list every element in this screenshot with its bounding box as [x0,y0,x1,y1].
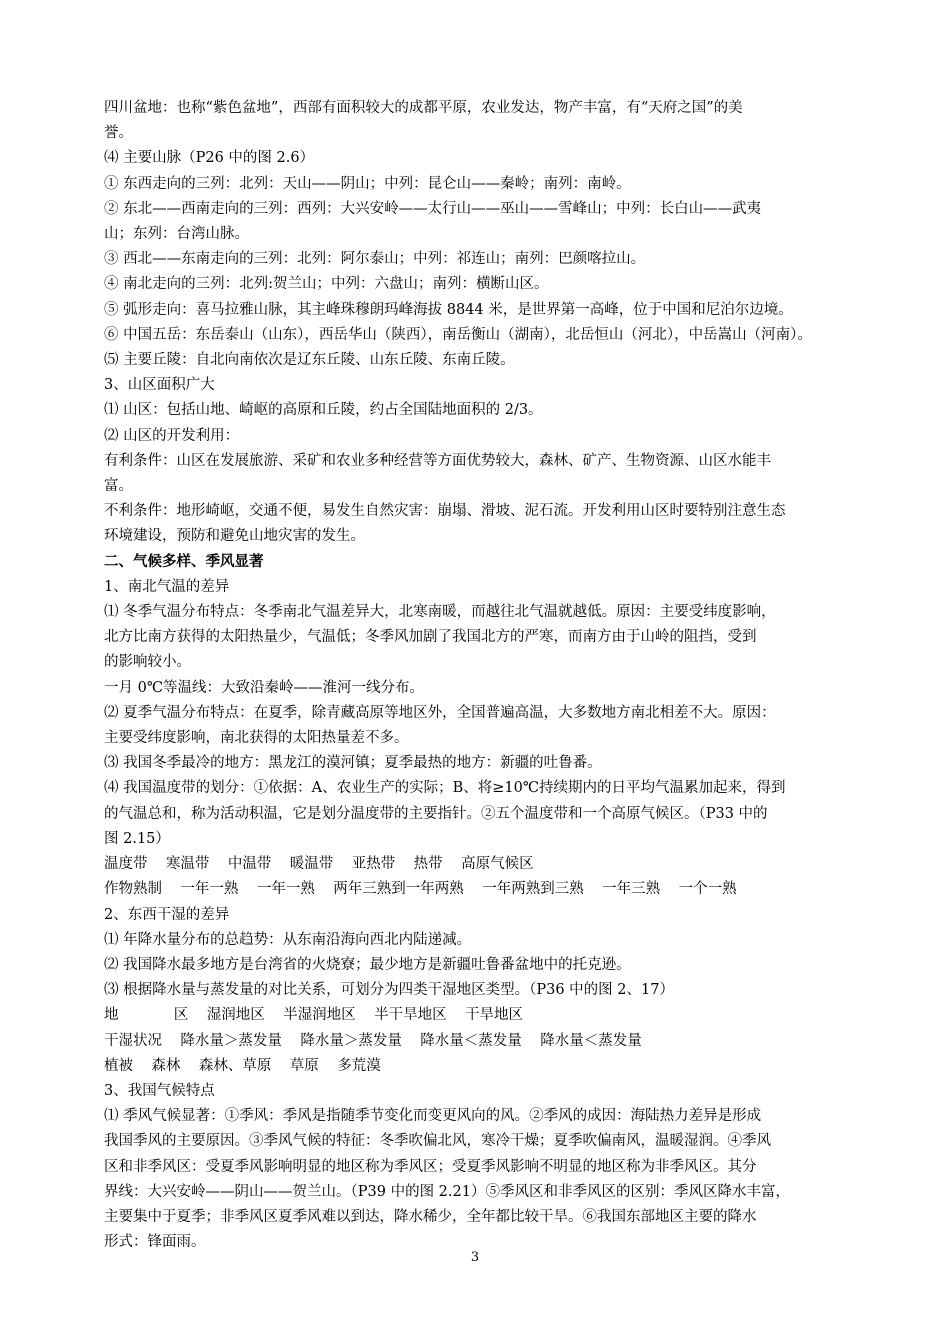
text-line: ⑤ 弧形走向：喜马拉雅山脉，其主峰珠穆朗玛峰海拔 8844 米，是世界第一高峰，位于中国和尼泊尔边境。 [104,301,793,318]
table-row-moisture: 干湿状况 降水量＞蒸发量 降水量＞蒸发量 降水量＜蒸发量 降水量＜蒸发量 [104,1032,642,1049]
text-line: ① 东西走向的三列：北列：天山——阴山；中列：昆仑山——秦岭；南列：南岭。 [104,175,631,192]
text-line: ⑶ 根据降水量与蒸发量的对比关系，可划分为四类干湿地区类型。（P36 中的图 2、17） [104,982,674,999]
text-line: 主要集中于夏季；非季风区夏季风难以到达，降水稀少，全年都比较干旱。⑥我国东部地区主要的降水 [104,1208,757,1225]
text-line: ③ 西北——东南走向的三列：北列：阿尔泰山；中列：祁连山；南列：巴颜喀拉山。 [104,251,646,268]
text-line: ④ 南北走向的三列：北列:贺兰山；中列：六盘山；南列：横断山区。 [104,276,549,293]
table-row-temperature-zones: 温度带 寒温带 中温带 暖温带 亚热带 热带 高原气候区 [104,856,534,873]
text-line: 誉。 [104,125,133,142]
text-line: ② 东北——西南走向的三列：西列：大兴安岭——太行山——巫山——雪峰山；中列：长白山——武夷 [104,200,762,217]
text-line: 富。 [104,478,133,495]
text-line: 的影响较小。 [104,654,191,671]
text-line: ⑶ 我国冬季最冷的地方：黑龙江的漠河镇；夏季最热的地方：新疆的吐鲁番。 [104,755,602,772]
section-heading: 2、东西干湿的差异 [104,906,230,923]
text-line: 界线：大兴安岭——阴山——贺兰山。（P39 中的图 2.21）⑤季风区和非季风区的区别：季风区降水丰富， [104,1183,790,1200]
text-line: ⑥ 中国五岳：东岳泰山（山东），西岳华山（陕西），南岳衡山（湖南），北岳恒山（河北），中岳嵩山（河南）。 [104,326,812,343]
section-heading: 3、山区面积广大 [104,377,215,394]
text-line: 北方比南方获得的太阳热量少，气温低；冬季风加剧了我国北方的严寒，而南方由于山岭的阻挡，受到 [104,629,757,646]
text-line: 的气温总和，称为活动积温，它是划分温度带的主要指针。②五个温度带和一个高原气候区。（P33 中的 [104,805,768,822]
page-number: 3 [470,1250,480,1265]
text-line: 我国季风的主要原因。③季风气候的特征：冬季吹偏北风，寒冷干燥；夏季吹偏南风，温暖湿润。④季风 [104,1133,771,1150]
text-line: 形式：锋面雨。 [104,1234,206,1251]
text-line: ⑴ 冬季气温分布特点：冬季南北气温差异大，北寒南暖，而越往北气温就越低。原因：主要受纬度影响， [104,604,776,621]
text-line: ⑵ 夏季气温分布特点：在夏季，除青藏高原等地区外，全国普遍高温，大多数地方南北相差不大。原因： [104,704,776,721]
text-line: 山；东列：台湾山脉。 [104,226,249,243]
table-row-crop-cycles: 作物熟制 一年一熟 一年一熟 两年三熟到一年两熟 一年两熟到三熟 一年三熟 一个一熟 [104,881,737,898]
text-line: ⑷ 主要山脉（P26 中的图 2.6） [104,150,315,167]
text-line: 主要受纬度影响，南北获得的太阳热量差不多。 [104,730,409,747]
text-line: ⑴ 山区：包括山地、崎岖的高原和丘陵，约占全国陆地面积的 2/3。 [104,402,543,419]
text-line: 区和非季风区：受夏季风影响明显的地区称为季风区；受夏季风影响不明显的地区称为非季风区。其分 [104,1158,757,1175]
chapter-heading: 二、气候多样、季风显著 [104,553,264,570]
text-line: ⑴ 季风气候显著：①季风：季风是指随季节变化而变更风向的风。②季风的成因：海陆热力差异是形成 [104,1108,762,1125]
text-line: 图 2.15） [104,830,170,847]
section-heading: 3、我国气候特点 [104,1082,215,1099]
section-heading: 1、南北气温的差异 [104,578,230,595]
text-line: ⑴ 年降水量分布的总趋势：从东南沿海向西北内陆递减。 [104,931,472,948]
text-line: 一月 0℃等温线：大致沿秦岭——淮河一线分布。 [104,679,425,696]
text-line: 四川盆地：也称“紫色盆地”，西部有面积较大的成都平原，农业发达，物产丰富，有“天府之国”的美 [104,100,743,116]
text-line: 不利条件：地形崎岖，交通不便，易发生自然灾害：崩塌、滑坡、泥石流。开发利用山区时要特别注意生态 [104,503,786,520]
text-line: ⑸ 主要丘陵：自北向南依次是辽东丘陵、山东丘陵、东南丘陵。 [104,352,515,369]
table-row-regions: 地 区 湿润地区 半湿润地区 半干旱地区 干旱地区 [104,1007,524,1024]
text-line: ⑵ 山区的开发利用： [104,427,240,444]
text-line: ⑵ 我国降水最多地方是台湾省的火烧寮；最少地方是新疆吐鲁番盆地中的托克逊。 [104,956,631,973]
text-line: ⑷ 我国温度带的划分：①依据：A、农业生产的实际；B、将≥10℃持续期内的日平均气温累加起来，得到 [104,780,786,797]
text-line: 环境建设，预防和避免山地灾害的发生。 [104,528,365,545]
table-row-vegetation: 植被 森林 森林、草原 草原 多荒漠 [104,1057,381,1074]
document-body [104,96,854,1255]
text-line: 有利条件：山区在发展旅游、采矿和农业多种经营等方面优势较大，森林、矿产、生物资源、山区水能丰 [104,452,771,469]
